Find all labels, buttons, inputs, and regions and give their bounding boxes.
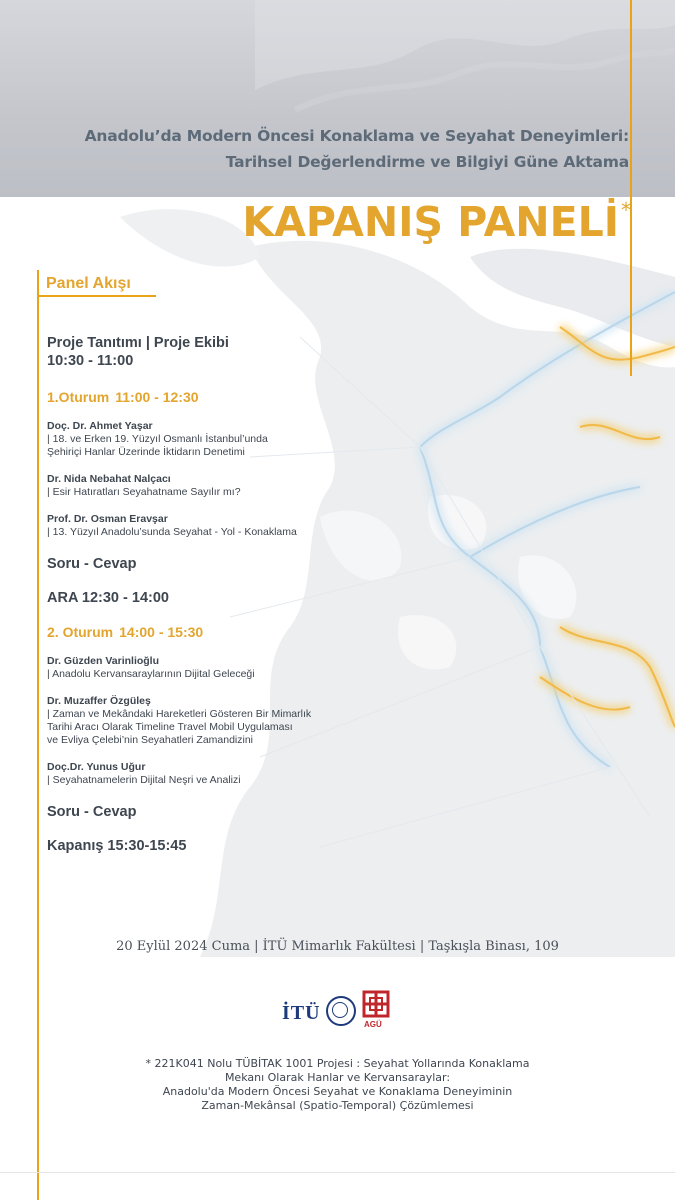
- speaker-name: Doç. Dr. Ahmet Yaşar: [47, 420, 153, 432]
- talk-item: [47, 761, 467, 787]
- speaker-name: Dr. Güzden Varinlioğlu: [47, 655, 160, 667]
- gold-divider-left: [37, 270, 39, 1200]
- talk-title-line: | 13. Yüzyıl Anadolu’sunda Seyahat - Yol - Konaklama: [47, 526, 297, 538]
- session-1-heading: [47, 388, 467, 406]
- speaker-name: Dr. Muzaffer Özgüleş: [47, 695, 151, 707]
- talk-title-line: | Seyahatnamelerin Dijital Neşri ve Analizi: [47, 774, 241, 786]
- qa-session-1: Soru - Cevap: [47, 556, 137, 572]
- qa-session-2: Soru - Cevap: [47, 804, 137, 820]
- relief-texture: [255, 0, 675, 120]
- intro-title: Proje Tanıtımı | Proje Ekibi: [47, 335, 229, 351]
- event-subtitle: [29, 123, 629, 175]
- session-2-label: 2. Oturum: [47, 624, 114, 640]
- talk-item: [47, 655, 467, 681]
- event-subtitle-line-2: Tarihsel Değerlendirme ve Bilgiyi Güne Aktama: [225, 153, 629, 171]
- footnote-line: Anadolu'da Modern Öncesi Seyahat ve Konaklama Deneyiminin: [162, 1085, 513, 1098]
- event-subtitle-line-1: Anadolu’da Modern Öncesi Konaklama ve Seyahat Deneyimleri:: [84, 127, 629, 145]
- panel-title-text: KAPANIŞ PANELİ: [242, 198, 619, 246]
- itu-logo: İTÜ: [282, 1002, 321, 1024]
- talk-item: [47, 513, 467, 539]
- project-footnote: [60, 1057, 615, 1113]
- panel-flow-heading: Panel Akışı: [46, 275, 131, 292]
- footnote-line: * 221K041 Nolu TÜBİTAK 1001 Projesi : Seyahat Yollarında Konaklama: [145, 1057, 530, 1070]
- panel-heading-underline: [38, 295, 156, 297]
- agenda: [47, 334, 467, 855]
- panel-title: [242, 198, 631, 246]
- footnote-line: Mekanı Olarak Hanlar ve Kervansaraylar:: [224, 1071, 451, 1084]
- talk-title-line: | Anadolu Kervansaraylarının Dijital Geleceği: [47, 668, 255, 680]
- partner-logos: [282, 988, 402, 1033]
- session-2-heading: [47, 623, 467, 641]
- closing-slot: Kapanış 15:30-15:45: [47, 838, 187, 854]
- talk-item: [47, 695, 467, 747]
- speaker-name: Prof. Dr. Osman Eravşar: [47, 513, 168, 525]
- break-slot: ARA 12:30 - 14:00: [47, 590, 169, 606]
- talk-title-line: | Zaman ve Mekândaki Hareketleri Gösteren Bir Mimarlık: [47, 708, 312, 720]
- agu-logo-text: AGÜ: [364, 1020, 382, 1029]
- speaker-name: Dr. Nida Nebahat Nalçacı: [47, 473, 171, 485]
- talk-title-line: Tarihi Aracı Olarak Timeline Travel Mobil Uygulaması: [47, 721, 293, 733]
- session-1-time: 11:00 - 12:30: [115, 389, 199, 405]
- intro-time: 10:30 - 11:00: [47, 353, 134, 369]
- session-1-label: 1.Oturum: [47, 389, 110, 405]
- itu-seal-icon: [326, 996, 356, 1026]
- speaker-name: Doç.Dr. Yunus Uğur: [47, 761, 146, 773]
- bottom-divider: [0, 1172, 675, 1173]
- talk-title-line: ve Evliya Çelebi’nin Seyahatleri Zamandizini: [47, 734, 254, 746]
- date-venue: 20 Eylül 2024 Cuma | İTÜ Mimarlık Fakültesi | Taşkışla Binası, 109: [116, 939, 559, 954]
- footnote-line: Zaman-Mekânsal (Spatio-Temporal) Çözümlemesi: [201, 1099, 474, 1112]
- gold-divider-right: [630, 0, 632, 376]
- session-2-time: 14:00 - 15:30: [119, 624, 204, 640]
- talk-item: [47, 473, 467, 499]
- footnote-marker: *: [621, 198, 631, 222]
- talk-title-line: | Esir Hatıratları Seyahatname Sayılır mı?: [47, 486, 241, 498]
- talk-item: [47, 420, 467, 459]
- talk-title-line: | 18. ve Erken 19. Yüzyıl Osmanlı İstanbul’unda: [47, 433, 268, 445]
- talk-title-line: Şehiriçi Hanlar Üzerinde İktidarın Denetimi: [47, 446, 245, 458]
